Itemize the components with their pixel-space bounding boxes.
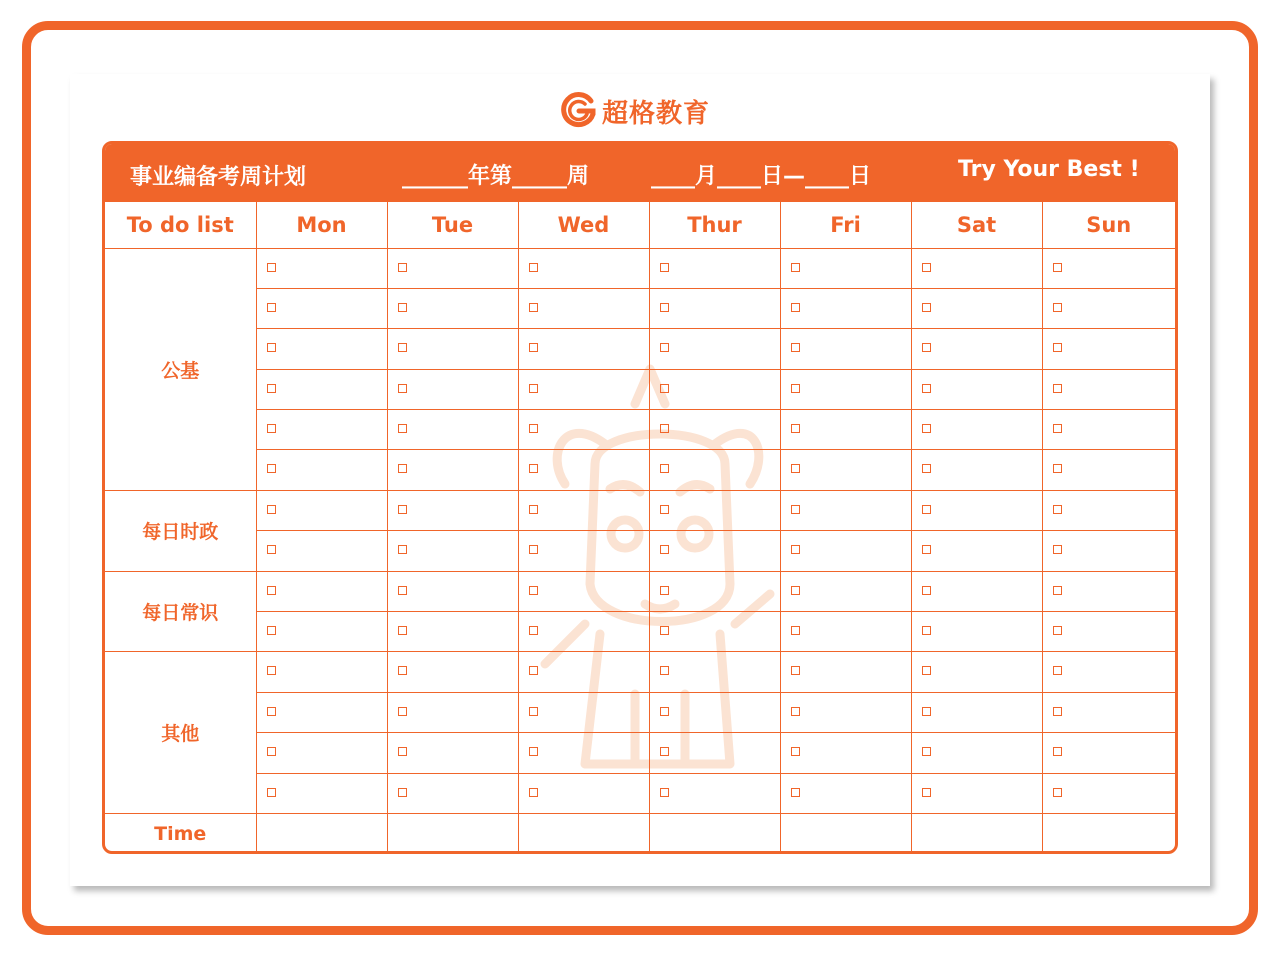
motto: Try Your Best ! <box>958 157 1140 182</box>
checkbox-icon[interactable] <box>922 666 931 675</box>
task-cell[interactable] <box>911 733 1042 773</box>
task-cell[interactable] <box>780 612 911 652</box>
task-cell[interactable] <box>911 329 1042 369</box>
task-cell[interactable] <box>518 369 649 409</box>
task-cell[interactable] <box>518 288 649 328</box>
checkbox-icon[interactable] <box>922 545 931 554</box>
table-row <box>105 692 1175 732</box>
checkbox-icon[interactable] <box>1053 303 1062 312</box>
checkbox-icon[interactable] <box>922 626 931 635</box>
task-cell[interactable] <box>518 692 649 732</box>
checkbox-icon[interactable] <box>922 707 931 716</box>
checkbox-icon[interactable] <box>922 505 931 514</box>
checkbox-icon[interactable] <box>660 343 669 352</box>
task-cell[interactable] <box>911 531 1042 571</box>
task-cell[interactable] <box>780 571 911 611</box>
checkbox-icon[interactable] <box>1053 343 1062 352</box>
checkbox-icon[interactable] <box>398 303 407 312</box>
checkbox-icon[interactable] <box>529 505 538 514</box>
column-header-fri: Fri <box>780 202 911 248</box>
task-cell[interactable] <box>1042 450 1175 490</box>
task-cell[interactable] <box>256 248 387 288</box>
task-cell[interactable] <box>256 369 387 409</box>
time-cell[interactable] <box>780 813 911 853</box>
task-cell[interactable] <box>780 410 911 450</box>
task-cell[interactable] <box>256 288 387 328</box>
checkbox-icon[interactable] <box>267 263 276 272</box>
category-label: 公基 <box>105 248 256 490</box>
checkbox-icon[interactable] <box>660 464 669 473</box>
checkbox-icon[interactable] <box>922 424 931 433</box>
checkbox-icon[interactable] <box>791 586 800 595</box>
task-cell[interactable] <box>387 612 518 652</box>
checkbox-icon[interactable] <box>267 303 276 312</box>
task-cell[interactable] <box>649 692 780 732</box>
task-cell[interactable] <box>649 652 780 692</box>
task-cell[interactable] <box>649 490 780 530</box>
checkbox-icon[interactable] <box>791 707 800 716</box>
checkbox-icon[interactable] <box>922 263 931 272</box>
time-cell[interactable] <box>387 813 518 853</box>
task-cell[interactable] <box>518 733 649 773</box>
task-cell[interactable] <box>1042 652 1175 692</box>
checkbox-icon[interactable] <box>529 586 538 595</box>
task-cell[interactable] <box>911 248 1042 288</box>
task-cell[interactable] <box>387 248 518 288</box>
checkbox-icon[interactable] <box>529 303 538 312</box>
table-row <box>105 571 1175 611</box>
checkbox-icon[interactable] <box>922 586 931 595</box>
checkbox-icon[interactable] <box>398 666 407 675</box>
task-cell[interactable] <box>911 692 1042 732</box>
column-header-sun: Sun <box>1042 202 1175 248</box>
checkbox-icon[interactable] <box>791 263 800 272</box>
task-cell[interactable] <box>649 531 780 571</box>
checkbox-icon[interactable] <box>398 586 407 595</box>
task-cell[interactable] <box>387 531 518 571</box>
checkbox-icon[interactable] <box>398 505 407 514</box>
checkbox-icon[interactable] <box>660 505 669 514</box>
checkbox-icon[interactable] <box>791 545 800 554</box>
task-cell[interactable] <box>387 410 518 450</box>
checkbox-icon[interactable] <box>922 303 931 312</box>
time-cell[interactable] <box>649 813 780 853</box>
task-cell[interactable] <box>911 410 1042 450</box>
checkbox-icon[interactable] <box>1053 464 1062 473</box>
column-header-sat: Sat <box>911 202 1042 248</box>
checkbox-icon[interactable] <box>791 424 800 433</box>
task-cell[interactable] <box>1042 773 1175 813</box>
task-cell[interactable] <box>518 490 649 530</box>
task-cell[interactable] <box>911 612 1042 652</box>
checkbox-icon[interactable] <box>267 384 276 393</box>
column-header-row <box>105 202 1175 248</box>
checkbox-icon[interactable] <box>398 343 407 352</box>
weekly-planner <box>102 141 1178 854</box>
checkbox-icon[interactable] <box>529 343 538 352</box>
time-label: Time <box>105 813 256 853</box>
checkbox-icon[interactable] <box>398 424 407 433</box>
task-cell[interactable] <box>256 329 387 369</box>
checkbox-icon[interactable] <box>529 424 538 433</box>
task-cell[interactable] <box>649 248 780 288</box>
table-row <box>105 369 1175 409</box>
task-cell[interactable] <box>649 369 780 409</box>
checkbox-icon[interactable] <box>922 464 931 473</box>
table-row <box>105 773 1175 813</box>
checkbox-icon[interactable] <box>791 747 800 756</box>
checkbox-icon[interactable] <box>267 747 276 756</box>
checkbox-icon[interactable] <box>267 343 276 352</box>
checkbox-icon[interactable] <box>1053 707 1062 716</box>
task-cell[interactable] <box>649 612 780 652</box>
checkbox-icon[interactable] <box>1053 626 1062 635</box>
checkbox-icon[interactable] <box>1053 384 1062 393</box>
checkbox-icon[interactable] <box>1053 505 1062 514</box>
task-cell[interactable] <box>911 369 1042 409</box>
checkbox-icon[interactable] <box>267 626 276 635</box>
planner-grid <box>105 202 1175 853</box>
task-cell[interactable] <box>649 288 780 328</box>
checkbox-icon[interactable] <box>529 464 538 473</box>
task-cell[interactable] <box>256 773 387 813</box>
checkbox-icon[interactable] <box>529 626 538 635</box>
time-row <box>105 813 1175 853</box>
category-label: 其他 <box>105 652 256 814</box>
column-header-todo: To do list <box>105 202 256 248</box>
task-cell[interactable] <box>387 329 518 369</box>
task-cell[interactable] <box>911 490 1042 530</box>
checkbox-icon[interactable] <box>660 384 669 393</box>
planner-title: 事业编备考周计划 <box>130 165 307 190</box>
time-cell[interactable] <box>256 813 387 853</box>
time-cell[interactable] <box>518 813 649 853</box>
checkbox-icon[interactable] <box>791 788 800 797</box>
task-cell[interactable] <box>1042 490 1175 530</box>
task-cell[interactable] <box>780 773 911 813</box>
checkbox-icon[interactable] <box>1053 788 1062 797</box>
checkbox-icon[interactable] <box>529 788 538 797</box>
checkbox-icon[interactable] <box>529 384 538 393</box>
checkbox-icon[interactable] <box>660 545 669 554</box>
column-header-tue: Tue <box>387 202 518 248</box>
checkbox-icon[interactable] <box>791 666 800 675</box>
task-cell[interactable] <box>780 733 911 773</box>
task-cell[interactable] <box>256 733 387 773</box>
task-cell[interactable] <box>780 450 911 490</box>
checkbox-icon[interactable] <box>529 747 538 756</box>
task-cell[interactable] <box>780 531 911 571</box>
task-cell[interactable] <box>780 652 911 692</box>
checkbox-icon[interactable] <box>398 263 407 272</box>
table-row <box>105 329 1175 369</box>
checkbox-icon[interactable] <box>660 707 669 716</box>
checkbox-icon[interactable] <box>398 464 407 473</box>
task-cell[interactable] <box>518 612 649 652</box>
task-cell[interactable] <box>518 450 649 490</box>
checkbox-icon[interactable] <box>791 505 800 514</box>
category-label: 每日常识 <box>105 571 256 652</box>
task-cell[interactable] <box>256 571 387 611</box>
table-row <box>105 450 1175 490</box>
checkbox-icon[interactable] <box>529 263 538 272</box>
task-cell[interactable] <box>256 692 387 732</box>
task-cell[interactable] <box>387 733 518 773</box>
checkbox-icon[interactable] <box>267 788 276 797</box>
task-cell[interactable] <box>518 248 649 288</box>
table-row <box>105 288 1175 328</box>
checkbox-icon[interactable] <box>791 303 800 312</box>
checkbox-icon[interactable] <box>1053 586 1062 595</box>
task-cell[interactable] <box>1042 369 1175 409</box>
task-cell[interactable] <box>1042 410 1175 450</box>
task-cell[interactable] <box>387 288 518 328</box>
checkbox-icon[interactable] <box>398 384 407 393</box>
column-header-mon: Mon <box>256 202 387 248</box>
checkbox-icon[interactable] <box>267 505 276 514</box>
task-cell[interactable] <box>649 733 780 773</box>
checkbox-icon[interactable] <box>1053 263 1062 272</box>
checkbox-icon[interactable] <box>267 545 276 554</box>
task-cell[interactable] <box>1042 612 1175 652</box>
task-cell[interactable] <box>649 410 780 450</box>
checkbox-icon[interactable] <box>267 424 276 433</box>
task-cell[interactable] <box>387 369 518 409</box>
checkbox-icon[interactable] <box>791 384 800 393</box>
brand-logo-icon <box>560 92 598 130</box>
task-cell[interactable] <box>256 410 387 450</box>
checkbox-icon[interactable] <box>398 626 407 635</box>
table-row <box>105 410 1175 450</box>
task-cell[interactable] <box>387 773 518 813</box>
checkbox-icon[interactable] <box>922 747 931 756</box>
task-cell[interactable] <box>649 329 780 369</box>
task-cell[interactable] <box>256 490 387 530</box>
task-cell[interactable] <box>911 652 1042 692</box>
planner-header <box>105 144 1175 202</box>
checkbox-icon[interactable] <box>660 263 669 272</box>
checkbox-icon[interactable] <box>529 666 538 675</box>
task-cell[interactable] <box>387 490 518 530</box>
checkbox-icon[interactable] <box>1053 424 1062 433</box>
task-cell[interactable] <box>911 571 1042 611</box>
task-cell[interactable] <box>518 571 649 611</box>
checkbox-icon[interactable] <box>791 343 800 352</box>
checkbox-icon[interactable] <box>398 545 407 554</box>
table-row <box>105 733 1175 773</box>
time-cell[interactable] <box>1042 813 1175 853</box>
checkbox-icon[interactable] <box>1053 545 1062 554</box>
task-cell[interactable] <box>1042 288 1175 328</box>
checkbox-icon[interactable] <box>791 464 800 473</box>
checkbox-icon[interactable] <box>398 747 407 756</box>
task-cell[interactable] <box>780 490 911 530</box>
task-cell[interactable] <box>518 652 649 692</box>
task-cell[interactable] <box>518 329 649 369</box>
checkbox-icon[interactable] <box>267 707 276 716</box>
task-cell[interactable] <box>911 288 1042 328</box>
task-cell[interactable] <box>1042 571 1175 611</box>
table-row <box>105 531 1175 571</box>
task-cell[interactable] <box>256 531 387 571</box>
brand-name: 超格教育 <box>602 98 711 129</box>
brand-logo <box>560 91 710 131</box>
task-cell[interactable] <box>256 450 387 490</box>
checkbox-icon[interactable] <box>1053 747 1062 756</box>
checkbox-icon[interactable] <box>922 788 931 797</box>
task-cell[interactable] <box>518 773 649 813</box>
table-row <box>105 490 1175 530</box>
checkbox-icon[interactable] <box>660 747 669 756</box>
checkbox-icon[interactable] <box>267 586 276 595</box>
checkbox-icon[interactable] <box>398 788 407 797</box>
checkbox-icon[interactable] <box>529 707 538 716</box>
task-cell[interactable] <box>1042 248 1175 288</box>
checkbox-icon[interactable] <box>922 384 931 393</box>
task-cell[interactable] <box>649 773 780 813</box>
task-cell[interactable] <box>518 410 649 450</box>
task-cell[interactable] <box>911 450 1042 490</box>
task-cell[interactable] <box>1042 733 1175 773</box>
checkbox-icon[interactable] <box>1053 666 1062 675</box>
task-cell[interactable] <box>387 692 518 732</box>
checkbox-icon[interactable] <box>529 545 538 554</box>
task-cell[interactable] <box>256 612 387 652</box>
checkbox-icon[interactable] <box>660 626 669 635</box>
task-cell[interactable] <box>1042 531 1175 571</box>
column-header-thur: Thur <box>649 202 780 248</box>
table-row <box>105 612 1175 652</box>
task-cell[interactable] <box>1042 692 1175 732</box>
task-cell[interactable] <box>387 571 518 611</box>
task-cell[interactable] <box>1042 329 1175 369</box>
task-cell[interactable] <box>780 248 911 288</box>
date-range-field[interactable]: ____月____日—____日 <box>651 164 872 189</box>
column-header-wed: Wed <box>518 202 649 248</box>
checkbox-icon[interactable] <box>660 424 669 433</box>
task-cell[interactable] <box>649 450 780 490</box>
time-cell[interactable] <box>911 813 1042 853</box>
checkbox-icon[interactable] <box>398 707 407 716</box>
table-row <box>105 652 1175 692</box>
task-cell[interactable] <box>780 288 911 328</box>
task-cell[interactable] <box>780 692 911 732</box>
week-field[interactable]: ______年第_____周 <box>402 164 590 189</box>
task-cell[interactable] <box>780 369 911 409</box>
table-row <box>105 248 1175 288</box>
task-cell[interactable] <box>256 652 387 692</box>
task-cell[interactable] <box>911 773 1042 813</box>
task-cell[interactable] <box>780 329 911 369</box>
checkbox-icon[interactable] <box>267 666 276 675</box>
task-cell[interactable] <box>518 531 649 571</box>
checkbox-icon[interactable] <box>267 464 276 473</box>
checkbox-icon[interactable] <box>660 303 669 312</box>
task-cell[interactable] <box>387 450 518 490</box>
category-label: 每日时政 <box>105 490 256 571</box>
checkbox-icon[interactable] <box>660 788 669 797</box>
checkbox-icon[interactable] <box>660 586 669 595</box>
task-cell[interactable] <box>387 652 518 692</box>
checkbox-icon[interactable] <box>791 626 800 635</box>
task-cell[interactable] <box>649 571 780 611</box>
checkbox-icon[interactable] <box>660 666 669 675</box>
checkbox-icon[interactable] <box>922 343 931 352</box>
